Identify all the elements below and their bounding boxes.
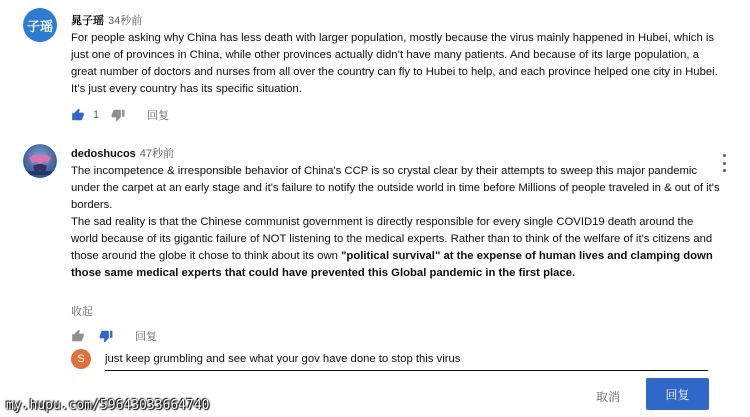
comment-header (71, 145, 174, 161)
comment-text (71, 30, 721, 98)
reply-input[interactable] (105, 347, 708, 371)
comment-actions (71, 327, 157, 345)
comment-text-plain: The sad reality is that the Chinese communist government is directly responsible for every single COVID19 death around the world because of its gigantic failure of NOT listening to the medical experts. Rather than to think of the welfare of it's citizens and those around the globe it chose to think about its own (71, 216, 713, 262)
avatar[interactable] (23, 144, 57, 178)
reply-button[interactable]: 回复 (135, 331, 157, 343)
cancel-button[interactable]: 取消 (582, 383, 634, 409)
avatar[interactable]: 子瑶 (23, 8, 57, 42)
reply-button[interactable]: 回复 (147, 110, 170, 122)
comment-text-bold: "political survival" at the expense of human lives and clamping down those same medical experts that could have prevented this Global pandemic in the first place. (71, 250, 713, 279)
author-name[interactable]: 晁子瑶 (71, 15, 104, 27)
like-count: 1 (93, 109, 100, 121)
avatar-image (23, 144, 57, 178)
comment-2 (0, 140, 750, 350)
comment-actions (71, 106, 169, 124)
comment-time[interactable]: 34秒前 (108, 15, 143, 27)
comment-header (71, 12, 142, 28)
user-avatar: S (71, 349, 91, 369)
comment-time[interactable]: 47秒前 (139, 148, 175, 160)
comment-text (71, 163, 721, 282)
thumbs-down-icon[interactable] (111, 108, 125, 122)
comment-paragraph: The incompetence & irresponsible behavior of China's CCP is so crystal clear by their attempts to sweep this major pandemic under the carpet at an early stage and it's failure to notify the outside world in time before Millions of people traveled in & out of it's borders. (71, 165, 720, 211)
thumbs-down-filled-icon[interactable] (99, 329, 113, 343)
submit-reply-button[interactable]: 回复 (646, 378, 709, 410)
thumbs-up-icon[interactable] (71, 329, 85, 343)
comment-paragraph: For people asking why China has less death with larger population, mostly because the virus mainly happened in Hubei, which is just one of provinces in China, while other provinces actually didn’t have many patients. And because of its large population, a great number of doctors and nurses from all over the country can fly to Hubei to help, and each province helped one city in Hubei. It’s just every country has its specific situation. (71, 32, 718, 95)
thumbs-up-filled-icon[interactable] (71, 108, 85, 122)
watermark: my.hupu.com/59643033664740 (6, 398, 210, 413)
more-options-icon[interactable] (718, 154, 730, 172)
comment-1 (0, 0, 750, 130)
author-name[interactable]: dedoshucos (71, 148, 136, 160)
collapse-button[interactable]: 收起 (71, 306, 93, 318)
comment-paragraph (71, 214, 721, 282)
